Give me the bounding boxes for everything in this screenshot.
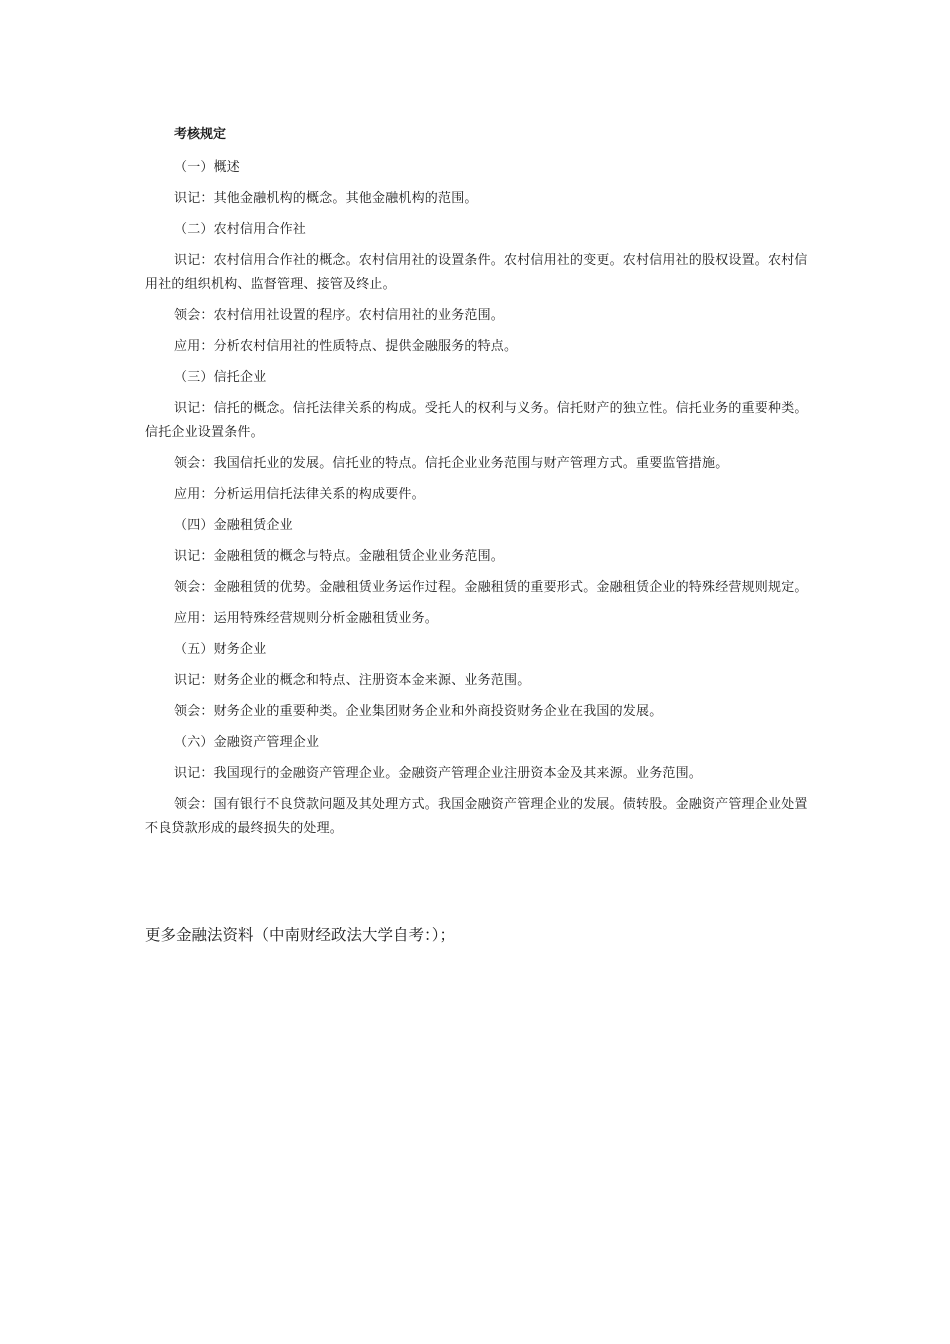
paragraph: 领会：农村信用社设置的程序。农村信用社的业务范围。 — [174, 308, 505, 323]
paragraph: 识记：我国现行的金融资产管理企业。金融资产管理企业注册资本金及其来源。业务范围。 — [174, 766, 703, 781]
paragraph: 领会：我国信托业的发展。信托业的特点。信托企业业务范围与财产管理方式。重要监管措施。 — [174, 456, 729, 471]
paragraph: 应用：运用特殊经营规则分析金融租赁业务。 — [174, 611, 439, 626]
subsection-title-rural-credit: （二）农村信用合作社 — [174, 222, 307, 237]
paragraph: 识记：财务企业的概念和特点、注册资本金来源、业务范围。 — [174, 673, 531, 688]
subsection-title-asset-management: （六）金融资产管理企业 — [174, 735, 320, 750]
section-heading: 考核规定 — [174, 127, 227, 142]
paragraph: 领会：金融租赁的优势。金融租赁业务运作过程。金融租赁的重要形式。金融租赁企业的特殊经营规则规定。 — [174, 580, 808, 595]
document-body — [145, 125, 815, 848]
paragraph: 识记：金融租赁的概念与特点。金融租赁企业业务范围。 — [174, 549, 505, 564]
footer-note: 更多金融法资料（中南财经政法大学自考：）； — [145, 926, 456, 944]
paragraph: 识记：其他金融机构的概念。其他金融机构的范围。 — [174, 191, 478, 206]
paragraph: 应用：分析运用信托法律关系的构成要件。 — [174, 487, 425, 502]
paragraph: 识记：信托的概念。信托法律关系的构成。受托人的权利与义务。信托财产的独立性。信托业务的重要种类。信托企业设置条件。 — [145, 401, 808, 440]
subsection-title-trust: （三）信托企业 — [174, 370, 267, 385]
subsection-title-finance-company: （五）财务企业 — [174, 642, 267, 657]
subsection-title-leasing: （四）金融租赁企业 — [174, 518, 293, 533]
paragraph: 领会：财务企业的重要种类。企业集团财务企业和外商投资财务企业在我国的发展。 — [174, 704, 663, 719]
paragraph: 领会：国有银行不良贷款问题及其处理方式。我国金融资产管理企业的发展。债转股。金融资产管理企业处置不良贷款形成的最终损失的处理。 — [145, 797, 808, 836]
paragraph: 应用：分析农村信用社的性质特点、提供金融服务的特点。 — [174, 339, 518, 354]
paragraph: 识记：农村信用合作社的概念。农村信用社的设置条件。农村信用社的变更。农村信用社的股权设置。农村信用社的组织机构、监督管理、接管及终止。 — [145, 253, 808, 292]
subsection-title-overview: （一）概述 — [174, 160, 241, 175]
